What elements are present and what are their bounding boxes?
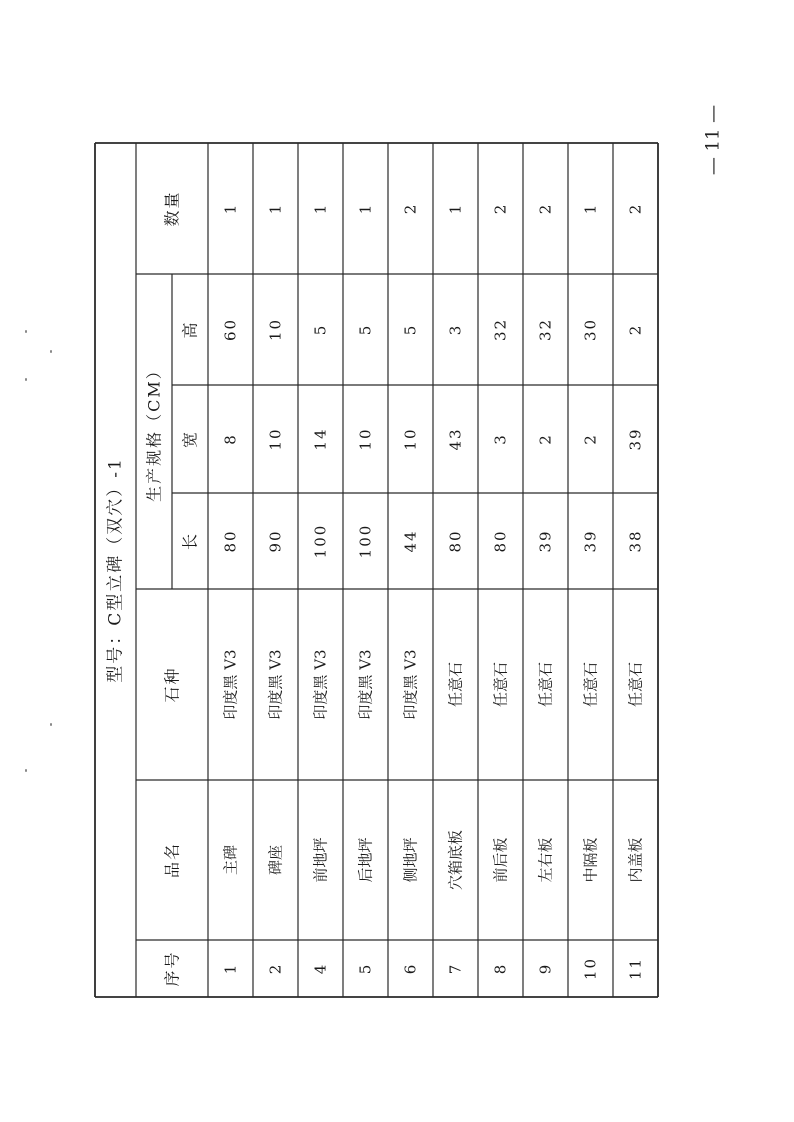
cell-name: 碑座 xyxy=(266,844,285,876)
cell-length: 100 xyxy=(311,523,330,559)
cell-stone: 任意石 xyxy=(536,661,555,708)
header-height: 高 xyxy=(180,320,200,339)
cell-height: 3 xyxy=(446,323,465,336)
cell-qty: 2 xyxy=(626,202,645,215)
cell-length: 80 xyxy=(491,529,510,553)
cell-height: 60 xyxy=(221,317,240,342)
cell-stone: 印度黑 V3 xyxy=(266,649,285,720)
cell-height: 5 xyxy=(401,323,420,336)
header-name: 品名 xyxy=(162,841,182,879)
cell-name: 左右板 xyxy=(536,837,555,883)
cell-seq: 4 xyxy=(311,962,330,975)
cell-seq: 2 xyxy=(266,962,285,975)
cell-seq: 11 xyxy=(626,956,645,981)
cell-width: 43 xyxy=(446,427,465,451)
cell-seq: 10 xyxy=(581,956,600,981)
page-number: — 11 — xyxy=(702,104,724,176)
cell-name: 前地坪 xyxy=(311,837,330,883)
cell-seq: 5 xyxy=(356,962,375,975)
cell-seq: 6 xyxy=(401,962,420,975)
cell-height: 30 xyxy=(581,317,600,342)
cell-width: 10 xyxy=(266,427,285,451)
cell-qty: 1 xyxy=(581,202,600,215)
cell-width: 10 xyxy=(401,427,420,451)
cell-name: 穴箱底板 xyxy=(446,829,465,891)
header-stone: 石种 xyxy=(162,666,182,703)
cell-width: 3 xyxy=(491,433,510,445)
cell-width: 10 xyxy=(356,427,375,451)
cell-height: 32 xyxy=(536,317,555,342)
cell-qty: 1 xyxy=(221,202,240,215)
cell-stone: 任意石 xyxy=(626,661,645,708)
cell-length: 100 xyxy=(356,523,375,559)
cell-stone: 任意石 xyxy=(446,661,465,708)
cell-length: 80 xyxy=(221,529,240,553)
cell-length: 80 xyxy=(446,529,465,553)
cell-name: 内盖板 xyxy=(626,837,645,883)
cell-width: 8 xyxy=(221,433,240,445)
cell-width: 2 xyxy=(536,433,555,445)
cell-length: 90 xyxy=(266,529,285,553)
cell-stone: 印度黑 V3 xyxy=(401,649,420,720)
cell-length: 44 xyxy=(401,529,420,553)
header-qty: 数量 xyxy=(162,190,182,227)
cell-stone: 印度黑 V3 xyxy=(221,649,240,720)
cell-qty: 2 xyxy=(401,202,420,215)
cell-seq: 1 xyxy=(221,962,240,975)
cell-stone: 印度黑 V3 xyxy=(356,649,375,720)
cell-stone: 任意石 xyxy=(581,661,600,708)
cell-seq: 9 xyxy=(536,962,555,975)
cell-name: 主碑 xyxy=(221,844,240,876)
header-length: 长 xyxy=(180,531,200,551)
cell-length: 38 xyxy=(626,529,645,553)
cell-stone: 任意石 xyxy=(491,661,510,708)
cell-name: 中隔板 xyxy=(581,837,600,883)
cell-name: 前后板 xyxy=(491,837,510,883)
cell-width: 14 xyxy=(311,427,330,451)
cell-seq: 8 xyxy=(491,962,510,975)
cell-qty: 2 xyxy=(536,202,555,215)
header-seq: 序号 xyxy=(162,950,182,987)
cell-name: 侧地坪 xyxy=(401,837,420,883)
cell-qty: 1 xyxy=(311,202,330,215)
cell-length: 39 xyxy=(581,529,600,553)
cell-height: 32 xyxy=(491,317,510,342)
cell-name: 后地坪 xyxy=(356,837,375,883)
table-title: 型号：C型立碑（双穴）-1 xyxy=(105,457,126,683)
cell-width: 39 xyxy=(626,427,645,451)
cell-height: 2 xyxy=(626,323,645,336)
header-width: 宽 xyxy=(180,429,200,449)
cell-stone: 印度黑 V3 xyxy=(311,649,330,720)
cell-width: 2 xyxy=(581,433,600,445)
header-spec: 生产规格（CM） xyxy=(144,361,164,502)
cell-qty: 2 xyxy=(491,202,510,215)
cell-height: 10 xyxy=(266,317,285,342)
cell-qty: 1 xyxy=(356,202,375,215)
cell-length: 39 xyxy=(536,529,555,553)
cell-qty: 1 xyxy=(446,202,465,215)
cell-height: 5 xyxy=(311,323,330,336)
cell-height: 5 xyxy=(356,323,375,336)
cell-qty: 1 xyxy=(266,202,285,215)
cell-seq: 7 xyxy=(446,962,465,975)
